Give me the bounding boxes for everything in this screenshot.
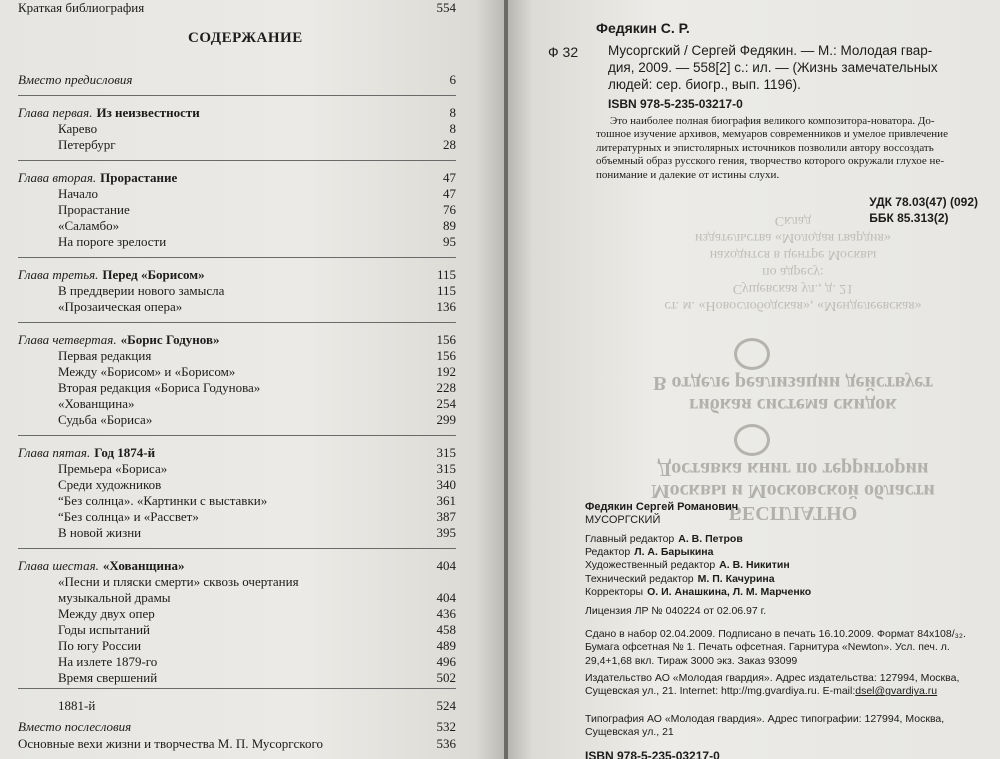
toc-page-number: 76 bbox=[443, 202, 456, 217]
toc-entry-label: Основные вехи жизни и творчества М. П. Мусоргского bbox=[18, 736, 323, 751]
toc-chapter-row bbox=[18, 558, 456, 574]
show-through-text: ст. м. «Новослободская», «Менделеевская» Сущевская ул., д. 21 по адресу: находится в центре Москвы издательства «Молодая гвардия» Склад bbox=[664, 213, 922, 313]
toc-chapter-label: Глава третья. bbox=[18, 267, 99, 282]
toc-page-number: 404 bbox=[436, 590, 456, 605]
toc-entry-label: Вторая редакция «Бориса Годунова» bbox=[58, 380, 261, 395]
toc-entry-row bbox=[18, 736, 456, 752]
staff-line: Редактор Л. А. Барыкина bbox=[585, 546, 714, 559]
toc-page-number: 458 bbox=[436, 622, 456, 637]
toc-page-number: 299 bbox=[436, 412, 456, 427]
toc-page-number: 8 bbox=[449, 105, 456, 120]
toc-page-number: 89 bbox=[443, 218, 456, 233]
editorial-staff bbox=[585, 533, 811, 599]
toc-entry-label: “Без солнца» и «Рассвет» bbox=[58, 509, 199, 524]
toc-entry-row bbox=[18, 638, 456, 654]
isbn-bottom: ISBN 978-5-235-03217-0 bbox=[585, 749, 720, 759]
toc-page-number: 156 bbox=[436, 332, 456, 347]
toc-entry-row bbox=[18, 218, 456, 234]
toc-entry-label: «Песни и пляски смерти» сквозь очертания bbox=[58, 574, 299, 589]
toc-page-number: 95 bbox=[443, 234, 456, 249]
show-through-text: гибкая система скидок В отделе реализации действует bbox=[653, 372, 933, 416]
toc-separator bbox=[18, 435, 456, 436]
toc-page-number: 532 bbox=[436, 719, 456, 734]
toc-page-number: 436 bbox=[436, 606, 456, 621]
staff-line: Корректоры О. И. Анашкина, Л. М. Марченко bbox=[585, 585, 812, 598]
toc-chapter-label: Вместо послесловия bbox=[18, 719, 132, 734]
toc-page-number: 340 bbox=[436, 477, 456, 492]
toc-entry-label: «Прозаическая опера» bbox=[58, 299, 183, 314]
bibliographic-record bbox=[608, 42, 983, 93]
license-line: Лицензия ЛР № 040224 от 02.06.97 г. bbox=[585, 605, 767, 617]
toc-entry-row bbox=[18, 622, 456, 638]
toc-page-number: 361 bbox=[436, 493, 456, 508]
toc-entry-row bbox=[18, 574, 456, 590]
toc-page-number: 47 bbox=[443, 170, 456, 185]
toc-entry-label: Среди художников bbox=[58, 477, 162, 492]
toc-entry-row bbox=[18, 380, 456, 396]
toc-chapter-label: Глава шестая. bbox=[18, 558, 99, 573]
toc-entry-label: Время свершений bbox=[58, 670, 158, 685]
toc-entry-row bbox=[18, 0, 456, 16]
toc-page-number: 536 bbox=[436, 736, 456, 751]
toc-chapter-row bbox=[18, 105, 456, 121]
toc-chapter-name: «Хованщина» bbox=[102, 558, 185, 573]
toc-chapter-row bbox=[18, 267, 456, 283]
toc-chapter-row bbox=[18, 170, 456, 186]
bib-line: людей: сер. биогр., вып. 1196). bbox=[608, 77, 801, 92]
toc-separator bbox=[18, 688, 456, 689]
udk-code: УДК 78.03(47) (092) bbox=[869, 195, 978, 209]
toc-entry-row bbox=[18, 461, 456, 477]
annotation-line: тошное изучение архивов, мемуаров современников и умелое привлечение bbox=[596, 128, 948, 141]
toc-page-number: 395 bbox=[436, 525, 456, 540]
toc-entry-row bbox=[18, 698, 456, 714]
toc-page-number: 6 bbox=[449, 72, 456, 87]
toc-page-number: 254 bbox=[436, 396, 456, 411]
toc-entry-row bbox=[18, 670, 456, 686]
toc-page-number: 387 bbox=[436, 509, 456, 524]
toc-separator bbox=[18, 322, 456, 323]
ornament-icon bbox=[734, 338, 770, 370]
toc-entry-row bbox=[18, 186, 456, 202]
toc-chapter-label: Вместо предисловия bbox=[18, 72, 133, 87]
toc-entry-label: На пороге зрелости bbox=[58, 234, 167, 249]
toc-entry-label: В новой жизни bbox=[58, 525, 142, 540]
toc-entry-label: музыкальной драмы bbox=[58, 590, 171, 605]
print-details: Сдано в набор 02.04.2009. Подписано в печать 16.10.2009. Формат 84x108/₃₂. Бумага офсетная № 1. Печать офсетная. Гарнитура «Newton». Усл. печ. л. 29,4+1,68 вкл. Тираж 3000 экз. Заказ 93099 bbox=[585, 628, 966, 667]
toc-page-number: 315 bbox=[436, 461, 456, 476]
toc-entry-row bbox=[18, 202, 456, 218]
toc-entry-label: Годы испытаний bbox=[58, 622, 150, 637]
toc-page-number: 228 bbox=[436, 380, 456, 395]
toc-title: СОДЕРЖАНИЕ bbox=[188, 30, 303, 46]
annotation-line: Это наиболее полная биография великого композитора-новатора. До- bbox=[610, 115, 935, 127]
toc-chapter-name: «Борис Годунов» bbox=[120, 332, 220, 347]
toc-entry-row bbox=[18, 364, 456, 380]
isbn-top: ISBN 978-5-235-03217-0 bbox=[608, 97, 743, 111]
toc-entry-row bbox=[18, 121, 456, 137]
staff-line: Главный редактор А. В. Петров bbox=[585, 533, 743, 545]
toc-chapter-label: Глава четвертая. bbox=[18, 332, 117, 347]
classification-code: Ф 32 bbox=[548, 44, 579, 60]
toc-entry-row bbox=[18, 654, 456, 670]
toc-entry-label: В преддверии нового замысла bbox=[58, 283, 225, 298]
staff-line: Технический редактор М. П. Качурина bbox=[585, 572, 775, 585]
toc-page-number: 404 bbox=[436, 558, 456, 573]
show-through-text: БЕСПЛАТНО Москвы и Московской области Доставка книг по территории bbox=[651, 458, 935, 524]
annotation-line: объемный образ русского гения, творчество которого окружали глухое не- bbox=[596, 155, 944, 168]
toc-chapter-name: Прорастание bbox=[100, 170, 178, 185]
toc-entry-row bbox=[18, 299, 456, 315]
toc-entry-row bbox=[18, 477, 456, 493]
toc-entry-label: “Без солнца». «Картинки с выставки» bbox=[58, 493, 268, 508]
toc-entry-row bbox=[18, 493, 456, 509]
toc-page-number: 8 bbox=[449, 121, 456, 136]
toc-entry-row bbox=[18, 137, 456, 153]
toc-entry-row bbox=[18, 525, 456, 541]
toc-page-number: 502 bbox=[436, 670, 456, 685]
toc-chapter-label: Глава вторая. bbox=[18, 170, 97, 185]
publisher-details: Издательство АО «Молодая гвардия». Адрес издательства: 127994, Москва, Сущевская ул., 21. Internet: http://mg.gvardiya.ru. E-mail:dsel@gvardiya.ru bbox=[585, 672, 960, 698]
work-title: МУСОРГСКИЙ bbox=[585, 514, 661, 526]
toc-entry-label: Первая редакция bbox=[58, 348, 152, 363]
author-full-name: Федякин Сергей Романович bbox=[585, 501, 739, 513]
toc-page-number: 554 bbox=[436, 0, 456, 15]
toc-separator bbox=[18, 160, 456, 161]
toc-chapter-name: Перед «Борисом» bbox=[102, 267, 205, 282]
toc-entry-row bbox=[18, 509, 456, 525]
toc-entry-label: Краткая библиография bbox=[18, 0, 145, 15]
toc-entry-label: Карево bbox=[58, 121, 98, 136]
toc-entry-row bbox=[18, 412, 456, 428]
toc-entry-label: Премьера «Бориса» bbox=[58, 461, 168, 476]
toc-entry-row bbox=[18, 606, 456, 622]
toc-entry-label: 1881-й bbox=[58, 698, 96, 713]
toc-chapter-label: Глава пятая. bbox=[18, 445, 91, 460]
toc-entry-row bbox=[18, 283, 456, 299]
toc-chapter-row bbox=[18, 72, 456, 88]
bib-line: Мусоргский / Сергей Федякин. — М.: Молодая гвар- bbox=[608, 43, 933, 58]
toc-page-number: 489 bbox=[436, 638, 456, 653]
toc-page-number: 136 bbox=[436, 299, 456, 314]
toc-entry-label: «Саламбо» bbox=[58, 218, 120, 233]
toc-entry-row bbox=[18, 396, 456, 412]
toc-separator bbox=[18, 95, 456, 96]
toc-entry-label: Прорастание bbox=[58, 202, 130, 217]
toc-entry-label: Судьба «Бориса» bbox=[58, 412, 153, 427]
toc-entry-label: Петербург bbox=[58, 137, 116, 152]
toc-page-number: 28 bbox=[443, 137, 456, 152]
toc-page-number: 156 bbox=[436, 348, 456, 363]
toc-page-number: 192 bbox=[436, 364, 456, 379]
toc-entry-row bbox=[18, 348, 456, 364]
toc-page-number: 496 bbox=[436, 654, 456, 669]
email-link[interactable]: dsel@gvardiya.ru bbox=[855, 685, 938, 698]
toc-entry-label: По югу России bbox=[58, 638, 142, 653]
toc-page-number: 47 bbox=[443, 186, 456, 201]
toc-page-number: 115 bbox=[436, 267, 456, 282]
staff-line: Художественный редактор А. В. Никитин bbox=[585, 559, 790, 572]
toc-page-number: 524 bbox=[436, 698, 456, 713]
toc-separator bbox=[18, 257, 456, 258]
toc-chapter-row bbox=[18, 332, 456, 348]
toc-chapter-name: Год 1874-й bbox=[94, 445, 156, 460]
printing-house-details: Типография АО «Молодая гвардия». Адрес типографии: 127994, Москва, Сущевская ул., 21 bbox=[585, 713, 945, 739]
toc-entry-row bbox=[18, 234, 456, 250]
bib-line: дия, 2009. — 558[2] с.: ил. — (Жизнь замечательных bbox=[608, 60, 938, 75]
toc-entry-label: На излете 1879-го bbox=[58, 654, 158, 669]
toc-chapter-row bbox=[18, 719, 456, 735]
toc-entry-label: Между двух опер bbox=[58, 606, 155, 621]
toc-entry-label: Между «Борисом» и «Борисом» bbox=[58, 364, 236, 379]
annotation-line: понимание и далекие от истины слухи. bbox=[596, 168, 780, 181]
toc-entry-label: «Хованщина» bbox=[58, 396, 135, 411]
toc-entry-row bbox=[18, 590, 456, 606]
imprint-page bbox=[508, 0, 1000, 759]
toc-separator bbox=[18, 548, 456, 549]
toc-chapter-label: Глава первая. bbox=[18, 105, 93, 120]
toc-page-number: 115 bbox=[436, 283, 456, 298]
ornament-icon bbox=[734, 424, 770, 456]
toc-page-number: 315 bbox=[436, 445, 456, 460]
toc-chapter-name: Из неизвестности bbox=[96, 105, 200, 120]
annotation-line: литературных и эпистолярных источников позволили автору воссоздать bbox=[596, 141, 934, 154]
toc-chapter-row bbox=[18, 445, 456, 461]
author-heading: Федякин С. Р. bbox=[596, 20, 690, 36]
annotation bbox=[596, 115, 981, 182]
toc-entry-label: Начало bbox=[58, 186, 99, 201]
bbk-code: ББК 85.313(2) bbox=[869, 211, 949, 225]
